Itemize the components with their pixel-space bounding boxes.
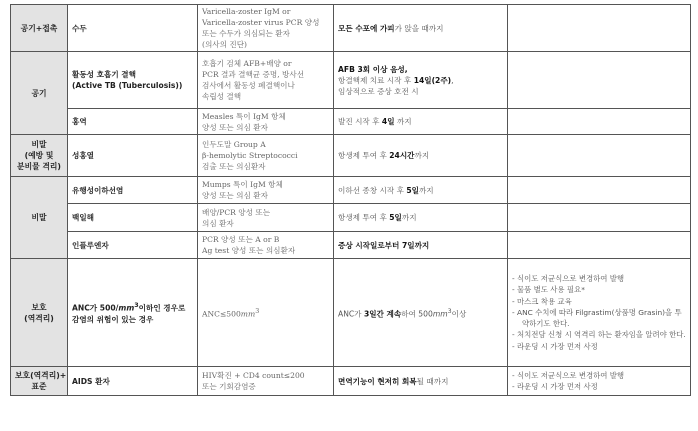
criteria-cell [198, 367, 334, 396]
disease-cell: 성홍열 [68, 135, 198, 177]
category-cell: 보호(역격리)+ 표준 [11, 367, 68, 396]
period-bold: 14일(2주) [413, 75, 452, 85]
note-item: - ANC 수치에 따라 Filgrastim(상품명 Grasin)을 투약하기도 한다. [512, 307, 682, 329]
criteria-cell: $ANC\le 500mm^3$ [198, 259, 334, 367]
table-row [11, 177, 691, 204]
note-cell [508, 109, 691, 135]
criteria-line: 양성 또는 의심 환자 [202, 122, 268, 132]
criteria-cell [198, 135, 334, 177]
table-row [11, 5, 691, 52]
criteria-cell [198, 232, 334, 259]
criteria-line: 검사에서 활동성 폐결핵이나 [202, 81, 295, 90]
disease-cell: 백일해 [68, 204, 198, 232]
criteria-line: 또는 기회감염증 [202, 382, 256, 391]
disease-cell: ANC가 $500/mm^3$이하인 경우로 감염의 위험이 있는 경우 [68, 259, 198, 367]
table-row [11, 259, 691, 367]
note-item: - 라운딩 시 가장 먼저 사정 [512, 382, 598, 391]
period-bold: 증상 시작일로부터 7일까지 [338, 240, 430, 250]
criteria-cell [198, 204, 334, 232]
note-cell [508, 367, 691, 396]
note-cell [508, 177, 691, 204]
note-item: - 라운딩 시 가장 먼저 사정 [512, 341, 598, 351]
period-text: 항생제 투여 후 [338, 151, 390, 160]
disease-line: 활동성 호흡기 결핵 [72, 70, 136, 79]
disease-cell: 홍역 [68, 109, 198, 135]
criteria-line: 속립성 결핵 [202, 92, 242, 101]
note-cell [508, 52, 691, 109]
disease-line: (Active TB (Tuberculosis)) [72, 81, 183, 90]
note-cell [508, 135, 691, 177]
period-text: 까지 [414, 151, 430, 160]
criteria-line: 호흡기 검체 AFB+배양 or [202, 59, 292, 68]
isolation-table [10, 4, 691, 396]
disease-cell: AIDS 환자 [68, 367, 198, 396]
criteria-cell [198, 177, 334, 204]
criteria-line: 인두도말 Group A [202, 140, 266, 149]
table-row [11, 135, 691, 177]
criteria-line: Measles 특이 IgM 항체 [202, 111, 286, 121]
period-cell [334, 232, 508, 259]
criteria-line: PCR 결과 결핵균 증명, 방사선 [202, 70, 305, 79]
period-bold: 3일간 계속 [363, 309, 402, 319]
category-cell: 비말 [11, 177, 68, 259]
period-text: 까지 [401, 213, 417, 222]
period-cell [334, 109, 508, 135]
period-cell [334, 52, 508, 109]
period-text: 될 때까지 [416, 376, 449, 386]
criteria-line: 검출 또는 의심환자 [202, 162, 266, 171]
disease-cell: 수두 [68, 5, 198, 52]
criteria-cell [198, 109, 334, 135]
period-text: 까지 [418, 185, 434, 195]
criteria-line: HIV확진 + CD4 count≤200 [202, 371, 305, 380]
period-cell [334, 5, 508, 52]
note-item: - 물품 별도 사용 필요* [512, 285, 585, 295]
criteria-line: Ag test 양성 또는 의심환자 [202, 246, 296, 255]
criteria-cell [198, 52, 334, 109]
table-row [11, 367, 691, 396]
period-bold: 4일 [381, 117, 395, 126]
category-cell: 비말 (예방 및 분비물 격리) [11, 135, 68, 177]
criteria-line: β-hemolytic Streptococci [202, 151, 298, 160]
note-cell [508, 5, 691, 52]
criteria-line: (의사의 진단) [202, 40, 248, 49]
period-text: 항생제 투여 후 [338, 213, 390, 222]
table-row [11, 109, 691, 135]
criteria-cell [198, 5, 334, 52]
criteria-line: 또는 수두가 의심되는 환자 [202, 29, 290, 38]
criteria-line: 의심 환자 [202, 218, 234, 228]
table-row [11, 204, 691, 232]
period-cell: ANC가 3일간 계속하여 $500mm^3$이상 [334, 259, 508, 367]
period-bold: 24시간 [389, 151, 415, 160]
period-bold: 5일 [389, 213, 402, 222]
note-item: - 식이도 저균식으로 변경하여 발행 [512, 370, 625, 380]
category-cell: 보호 (역격리) [11, 259, 68, 367]
period-bold: 5일 [406, 185, 419, 195]
period-bold: 면역기능이 현저히 회복 [338, 376, 417, 386]
category-cell: 공기 [11, 52, 68, 135]
period-bold: AFB 3회 이상 음성, [338, 64, 408, 74]
period-text: 가 앉을 때까지 [394, 23, 444, 33]
criteria-line: Varicella-zoster IgM or [202, 7, 291, 16]
disease-cell [68, 52, 198, 109]
criteria-line: 배양/PCR 양성 또는 [202, 207, 271, 217]
period-cell [334, 177, 508, 204]
note-cell [508, 204, 691, 232]
period-cell [334, 135, 508, 177]
criteria-line: PCR 양성 또는 A or B [202, 235, 280, 244]
period-bold: 모든 수포에 가피 [338, 23, 395, 33]
period-text: 까지 [394, 117, 412, 126]
criteria-line: 양성 또는 의심 환자 [202, 191, 268, 200]
period-cell [334, 204, 508, 232]
table-row [11, 52, 691, 109]
criteria-line: Mumps 특이 IgM 항체 [202, 180, 283, 189]
note-item: - 마스크 착용 교육 [512, 296, 572, 306]
note-cell [508, 259, 691, 367]
disease-cell: 유행성이하선염 [68, 177, 198, 204]
note-item: - 처치전담 신청 시 역격리 하는 환자임을 알려야 한다. [512, 330, 686, 340]
period-text: 이하선 종창 시작 후 [338, 185, 407, 195]
disease-cell: 인플루엔자 [68, 232, 198, 259]
note-item: - 식이도 저균식으로 변경하여 발행 [512, 273, 625, 283]
criteria-line: Varicella-zoster virus PCR 양성 [202, 18, 320, 27]
period-text: 임상적으로 증상 호전 시 [338, 86, 419, 96]
period-text: 발진 시작 후 [338, 117, 382, 126]
period-text: , [451, 75, 454, 85]
period-text: 항결핵제 치료 시작 후 [338, 75, 414, 85]
table-row [11, 232, 691, 259]
category-cell: 공기+접촉 [11, 5, 68, 52]
note-cell [508, 232, 691, 259]
period-cell [334, 367, 508, 396]
